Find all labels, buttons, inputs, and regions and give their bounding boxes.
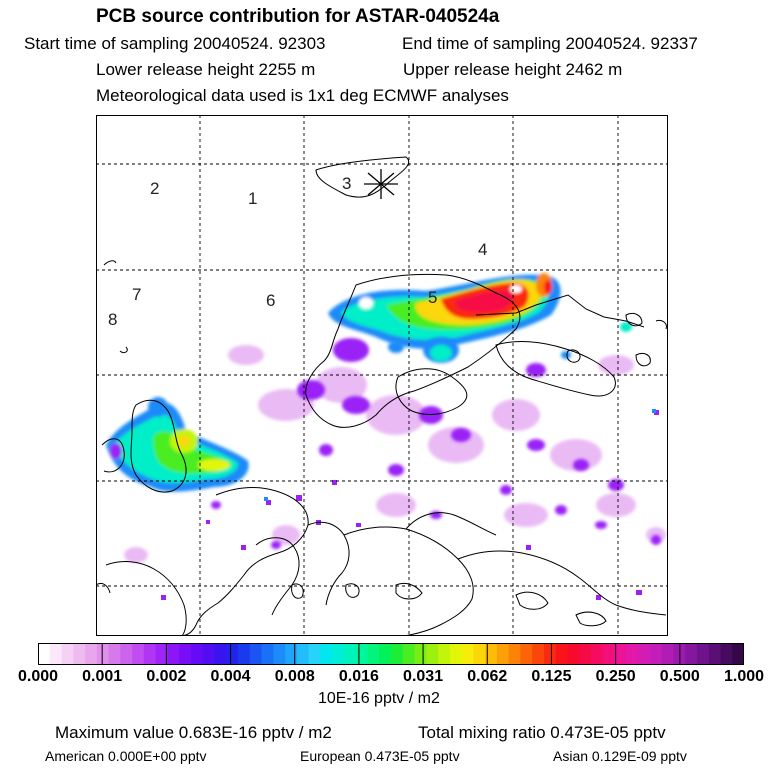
color-scale-cell [285, 643, 297, 665]
color-scale-cell [62, 643, 74, 665]
color-scale-cell [226, 643, 238, 665]
end-time-label: End time of sampling 20040524. 92337 [402, 34, 698, 53]
color-scale-cell [120, 643, 132, 665]
color-scale-cell [697, 643, 709, 665]
color-scale-cell [379, 643, 391, 665]
color-scale-cell [50, 643, 62, 665]
european-contribution-label: European 0.473E-05 pptv [300, 748, 460, 764]
color-scale-cell [332, 643, 344, 665]
region-label-6: 6 [266, 291, 276, 310]
color-scale-tick-label: 0.016 [338, 668, 379, 685]
color-scale-cell [262, 643, 274, 665]
map-background [96, 115, 668, 636]
color-scale-cell [167, 643, 179, 665]
color-scale-cell [415, 643, 427, 665]
color-scale-cell [191, 643, 203, 665]
color-scale-cell [532, 643, 544, 665]
meteo-data-label: Meteorological data used is 1x1 deg ECMWF analyses [96, 86, 509, 105]
color-scale-cell [132, 643, 144, 665]
color-scale-cell [520, 643, 532, 665]
color-scale-tick-label: 0.062 [467, 668, 508, 685]
color-scale-cell [709, 643, 721, 665]
color-scale-cell [662, 643, 674, 665]
color-scale-cell [556, 643, 568, 665]
color-scale-cell [426, 643, 438, 665]
region-label-5: 5 [428, 288, 438, 307]
color-scale-tick-label: 0.001 [82, 668, 123, 685]
color-scale-cell [238, 643, 250, 665]
color-scale-tick-label: 0.250 [595, 668, 636, 685]
region-label-4: 4 [478, 240, 488, 259]
concentration-map [96, 115, 668, 636]
lower-height-label: Lower release height 2255 m [96, 60, 316, 79]
start-time-label: Start time of sampling 20040524. 92303 [24, 34, 326, 53]
color-scale-cell [650, 643, 662, 665]
color-scale-cell [203, 643, 215, 665]
color-scale-cell [638, 643, 650, 665]
color-scale-cell [579, 643, 591, 665]
color-scale-tick-label: 0.031 [403, 668, 444, 685]
color-scale-cell [685, 643, 697, 665]
color-scale-cell [309, 643, 321, 665]
color-scale-tick-label: 0.002 [146, 668, 187, 685]
color-scale-cell [97, 643, 109, 665]
color-scale-tick-label: 0.004 [210, 668, 251, 685]
color-scale-tick-label: 0.000 [17, 668, 59, 685]
color-scale-cell [626, 643, 638, 665]
color-scale-cell [462, 643, 474, 665]
color-scale-cell [356, 643, 368, 665]
color-scale-cell [591, 643, 603, 665]
color-scale-cell [179, 643, 191, 665]
total-mixing-ratio-label: Total mixing ratio 0.473E-05 pptv [418, 723, 666, 742]
region-label-1: 1 [248, 189, 258, 208]
color-scale-cell [297, 643, 309, 665]
color-scale-cell [320, 643, 332, 665]
color-scale-cell [732, 643, 744, 665]
plot-title: PCB source contribution for ASTAR-040524a [96, 6, 500, 27]
color-scale-cell [73, 643, 85, 665]
color-scale-bar [38, 643, 744, 665]
color-scale-cell [544, 643, 556, 665]
color-scale-cell [720, 643, 732, 665]
release-point-marker [364, 169, 398, 199]
color-scale-tick-label: 0.500 [659, 668, 700, 685]
color-scale-cell [403, 643, 415, 665]
region-label-3: 3 [342, 174, 352, 193]
color-scale-cell [250, 643, 262, 665]
color-scale-cell [367, 643, 379, 665]
region-label-8: 8 [108, 310, 118, 329]
color-scale-tick-label: 1.000 [723, 668, 765, 685]
color-scale-cell [568, 643, 580, 665]
region-label-2: 2 [150, 179, 160, 198]
color-scale-tick-label: 0.008 [274, 668, 315, 685]
color-scale-cell [215, 643, 227, 665]
color-scale-cell [615, 643, 627, 665]
color-scale-cell [497, 643, 509, 665]
max-value-label: Maximum value 0.683E-16 pptv / m2 [55, 723, 332, 742]
color-scale-cell [509, 643, 521, 665]
color-scale-cell [144, 643, 156, 665]
color-scale-units: 10E-16 pptv / m2 [318, 690, 440, 707]
color-scale-cell [603, 643, 615, 665]
color-scale-cell [391, 643, 403, 665]
upper-height-label: Upper release height 2462 m [403, 60, 623, 79]
color-scale-cell [450, 643, 462, 665]
color-scale-cell [109, 643, 121, 665]
color-scale-cell [85, 643, 97, 665]
color-scale-tick-label: 0.125 [531, 668, 572, 685]
region-label-7: 7 [132, 285, 142, 304]
color-scale-cell [38, 643, 50, 665]
asian-contribution-label: Asian 0.129E-09 pptv [553, 748, 687, 764]
american-contribution-label: American 0.000E+00 pptv [45, 748, 207, 764]
color-scale-cell [473, 643, 485, 665]
color-scale-cell [438, 643, 450, 665]
color-scale-cell [273, 643, 285, 665]
color-scale-cell [344, 643, 356, 665]
